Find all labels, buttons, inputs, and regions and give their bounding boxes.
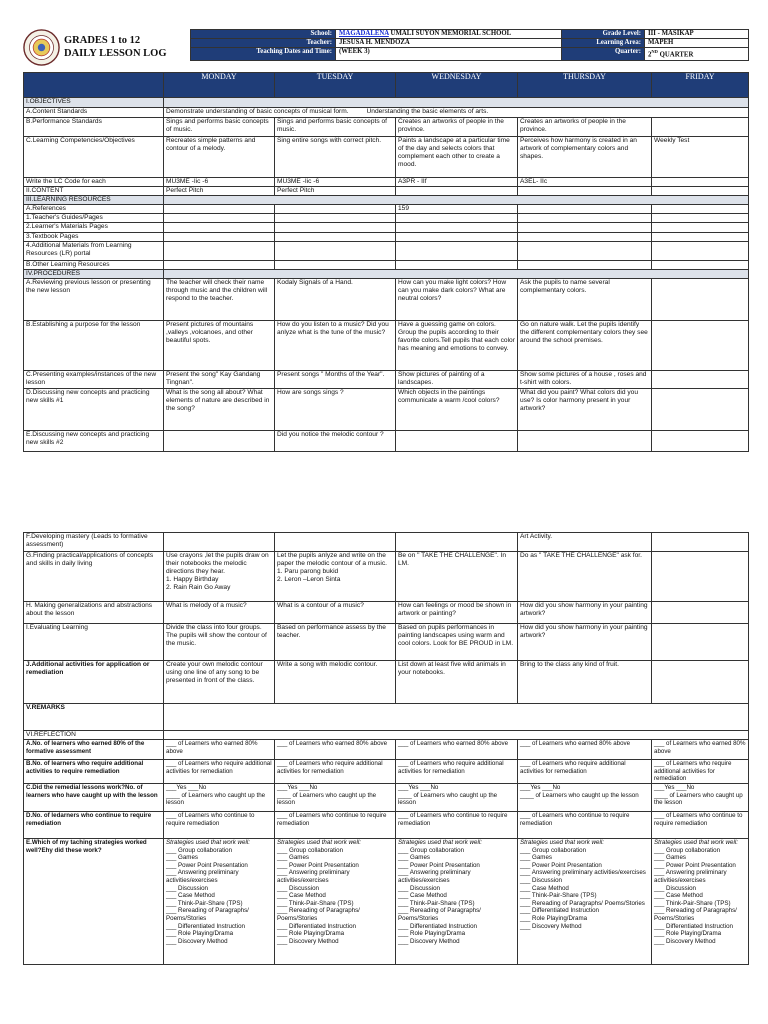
- school-label: School:: [191, 30, 336, 39]
- strategy-item: ___ Discussion: [166, 884, 208, 892]
- cell: [164, 552, 275, 602]
- cell: Show some pictures of a house , roses and t-shirt with colors.: [518, 370, 652, 388]
- row-label-learners-materials: 2.Learner's Materials Pages: [24, 223, 164, 232]
- empty-cell: [518, 232, 652, 241]
- row-label-competencies: C.Learning Competencies/Objectives: [24, 137, 164, 178]
- empty-cell: [164, 704, 749, 731]
- corner-cell: [24, 73, 164, 98]
- empty-cell: [275, 241, 396, 260]
- cell: Be on " TAKE THE CHALLENGE". In LM.: [396, 552, 518, 602]
- mon-practical-item-2: 2. Rain Rain Go Away: [166, 584, 231, 592]
- cell: [652, 388, 749, 430]
- strategy-item: ___ Case Method: [398, 892, 447, 900]
- empty-cell: [164, 223, 275, 232]
- cell: [652, 430, 749, 451]
- caught-up-text: ____ of Learners who caught up the lesson: [520, 791, 639, 799]
- cell: Divide the class into four groups. The pupils will show the contour of the music.: [164, 624, 275, 661]
- empty-cell: [652, 552, 749, 602]
- cell: MU3ME -Iic -6: [275, 178, 396, 187]
- strategy-item: ___ Case Method: [520, 884, 569, 892]
- day-header-monday: MONDAY: [164, 73, 275, 98]
- cell: ___ of Learners who require additional activities for remediation: [275, 760, 396, 784]
- empty-cell: [518, 214, 652, 223]
- row-label-examples: C.Presenting examples/instances of the new lesson: [24, 370, 164, 388]
- title-line-1: GRADES 1 to 12: [64, 35, 141, 46]
- quarter-label: Quarter:: [562, 48, 645, 60]
- empty-cell: [164, 196, 749, 205]
- row-label-purpose: B.Establishing a purpose for the lesson: [24, 320, 164, 370]
- empty-cell: [164, 214, 275, 223]
- cell: ___ of Learners who continue to require remediation: [396, 812, 518, 839]
- cell: What did you paint? What colors did you use? Is color harmony present in your artwork?: [518, 388, 652, 430]
- strategy-item: ___ Think-Pair-Share (TPS): [277, 899, 354, 907]
- strategies-heading: Strategies used that work well:: [277, 839, 361, 847]
- strategy-item: ___ Group collaboration: [520, 846, 587, 854]
- school-value: [336, 30, 562, 39]
- row-label-reflection-c: C.Did the remedial lessons work?No. of learners who have caught up with the lesson: [24, 784, 164, 812]
- empty-cell: [396, 260, 518, 269]
- row-label-reflection-e: E.Which of my taching strategies worked well?Ehy did these work?: [24, 839, 164, 965]
- cell: ___ of Learners who earned 80% above: [164, 740, 275, 760]
- cell: Creates an artworks of people in the province.: [396, 118, 518, 137]
- cell: Creates an artworks of people in the province.: [518, 118, 652, 137]
- empty-cell: [518, 205, 652, 214]
- strategy-item: ___ Power Point Presentation: [166, 861, 248, 869]
- empty-cell: [164, 205, 275, 214]
- empty-cell: [164, 98, 749, 108]
- empty-cell: [652, 241, 749, 260]
- empty-cell: [652, 232, 749, 241]
- row-label-lc-code: Write the LC Code for each: [24, 178, 164, 187]
- yes-no: ___Yes ___No: [398, 784, 439, 792]
- content-standards-music: Demonstrate understanding of basic concepts of musical form.: [166, 108, 349, 115]
- strategies-heading: Strategies used that work well:: [398, 839, 482, 847]
- cell: [652, 278, 749, 320]
- strategy-item: ___ Case Method: [277, 892, 326, 900]
- cell: [518, 430, 652, 451]
- title-line-2: DAILY LESSON LOG: [64, 48, 167, 59]
- day-header-friday: FRIDAY: [652, 73, 749, 98]
- row-label-reflection-a: A.No. of learners who earned 80% of the formative assessment: [24, 740, 164, 760]
- day-header-tuesday: TUESDAY: [275, 73, 396, 98]
- cell: Go on nature walk. Let the pupils identify the different complementary colors they see around the school premises.: [518, 320, 652, 370]
- strategy-item: ___ Rereading of Paragraphs/ Poems/Stories: [166, 907, 249, 923]
- cell: Art Activity.: [518, 533, 652, 552]
- header-info-table: [190, 29, 749, 61]
- school-name-link[interactable]: MAGADALENA: [339, 30, 389, 37]
- day-header-thursday: THURSDAY: [518, 73, 652, 98]
- cell: What is a contour of a music?: [275, 602, 396, 624]
- cell: Kodaly Signals of a Hand.: [275, 278, 396, 320]
- strategy-item: ___ Discussion: [520, 877, 562, 885]
- cell: [652, 784, 749, 812]
- empty-cell: [164, 731, 749, 740]
- strategy-item: ___ Think-Pair-Share (TPS): [398, 899, 475, 907]
- row-label-performance-standards: B.Performance Standards: [24, 118, 164, 137]
- content-standards-value: [164, 108, 749, 118]
- cell: Sings and performs basic concepts of music.: [164, 118, 275, 137]
- cell: How do you listen to a music? Did you anlyze what is the tune of the music?: [275, 320, 396, 370]
- lesson-log-table-1: [23, 72, 748, 452]
- cell: Sings and performs basic concepts of music.: [275, 118, 396, 137]
- row-label-content-standards: A.Content Standards: [24, 108, 164, 118]
- strategy-item: ___ Differentiated Instruction: [398, 922, 477, 930]
- cell: MU3ME -Iic -6: [164, 178, 275, 187]
- empty-cell: [164, 269, 749, 278]
- strategy-item: ___ Discussion: [398, 884, 440, 892]
- strategy-item: ___ Rereading of Paragraphs/ Poems/Stories: [277, 907, 360, 923]
- cell: A3EL- IIc: [518, 178, 652, 187]
- strategy-item: ___ Group collaboration: [654, 846, 721, 854]
- cell: How can feelings or mood be shown in artwork or painting?: [396, 602, 518, 624]
- row-label-review: A.Reviewing previous lesson or presenting the new lesson: [24, 278, 164, 320]
- tue-practical-intro: Let the pupils anlyze and write on the paper the melodic contour of a music.: [277, 552, 387, 568]
- cell: Perfect Pitch: [275, 187, 396, 196]
- cell: What is the song all about? What elements of nature are described in the song?: [164, 388, 275, 430]
- strategy-item: ___ Differentiated Instruction: [277, 922, 356, 930]
- cell: Sing entire songs with correct pitch.: [275, 137, 396, 178]
- yes-no: ___Yes ___No: [520, 784, 561, 792]
- strategy-item: ___ Answering preliminary activities/exercises: [398, 869, 471, 885]
- strategy-item: ___ Discovery Method: [166, 937, 228, 945]
- empty-cell: [275, 260, 396, 269]
- strategy-item: ___ Discovery Method: [277, 937, 339, 945]
- remarks-heading: V.REMARKS: [24, 704, 164, 731]
- cell: [164, 430, 275, 451]
- mon-practical-intro: Use crayons ,let the pupils draw on their notebooks the melodic directions they hear.: [166, 552, 269, 576]
- empty-cell: [396, 223, 518, 232]
- strategy-item: ___ Answering preliminary activities/exercises: [277, 869, 350, 885]
- procedures-heading: IV.PROCEDURES: [24, 269, 164, 278]
- strategy-item: ___ Answering preliminary activities/exercises: [654, 869, 727, 885]
- empty-cell: [164, 232, 275, 241]
- cell: ___ of Learners who require additional activities for remediation: [396, 760, 518, 784]
- strategies-heading: Strategies used that work well:: [654, 839, 738, 847]
- strategy-item: ___ Discussion: [654, 884, 696, 892]
- grade-label: Grade Level:: [562, 30, 645, 39]
- row-label-discuss-1: D.Discussing new concepts and practicing new skills #1: [24, 388, 164, 430]
- strategy-item: ___ Rereading of Paragraphs/ Poems/Stories: [398, 907, 481, 923]
- dates-value: (WEEK 3): [336, 48, 562, 60]
- cell: [396, 430, 518, 451]
- cell: Paints a landscape at a particular time of the day and selects colors that complement each other to create a mood.: [396, 137, 518, 178]
- yes-no: ___Yes ___No: [166, 784, 207, 792]
- cell: ___ of Learners who earned 80% above: [275, 740, 396, 760]
- strategy-item: ___ Group collaboration: [277, 846, 344, 854]
- dates-label: Teaching Dates and Time:: [191, 48, 336, 60]
- row-label-other-resources: B.Other Learning Resources: [24, 260, 164, 269]
- cell: [164, 784, 275, 812]
- cell: [518, 784, 652, 812]
- row-label-reflection-d: D.No. of ledarners who continue to require remediation: [24, 812, 164, 839]
- cell: Do as " TAKE THE CHALLENGE" ask for.: [518, 552, 652, 602]
- cell: Perfect Pitch: [164, 187, 275, 196]
- strategy-item: ___ Group collaboration: [166, 846, 233, 854]
- empty-cell: [652, 661, 749, 704]
- strategies-cell: [275, 839, 396, 965]
- cell: How did you show harmony in your painting artwork?: [518, 602, 652, 624]
- empty-cell: [275, 223, 396, 232]
- cell: ___ of Learners who earned 80% above: [396, 740, 518, 760]
- cell: ___ of Learners who earned 80% above: [652, 740, 749, 760]
- strategies-cell: [164, 839, 275, 965]
- quarter-num: 2: [648, 51, 652, 59]
- empty-cell: [652, 260, 749, 269]
- row-label-practical: G.Finding practical/applications of concepts and skills in daily living: [24, 552, 164, 602]
- cell: ___ of Learners who require additional activities for remediation: [652, 760, 749, 784]
- strategy-item: ___ Games: [398, 854, 430, 862]
- row-label-reflection-b: B.No. of learners who require additional activities to require remediation: [24, 760, 164, 784]
- strategies-heading: Strategies used that work well:: [520, 839, 604, 847]
- cell: Show pictures of painting of a landscapes.: [396, 370, 518, 388]
- cell: ___ of Learners who continue to require remediation: [164, 812, 275, 839]
- lesson-log-table-2: [23, 532, 748, 965]
- cell: Ask the pupils to name several complementary colors.: [518, 278, 652, 320]
- empty-cell: [396, 232, 518, 241]
- strategy-item: ___ Discovery Method: [520, 922, 582, 930]
- cell: ___ of Learners who require additional activities for remediation: [164, 760, 275, 784]
- empty-cell: [275, 205, 396, 214]
- page-header: [23, 29, 748, 68]
- row-label-teachers-guides: 1.Teacher's Guides/Pages: [24, 214, 164, 223]
- empty-cell: [652, 187, 749, 196]
- empty-cell: [518, 187, 652, 196]
- cell: Bring to the class any kind of fruit.: [518, 661, 652, 704]
- strategy-item: ___ Discovery Method: [654, 937, 716, 945]
- cell: 159: [396, 205, 518, 214]
- strategy-item: ___ Discovery Method: [398, 937, 460, 945]
- empty-cell: [275, 232, 396, 241]
- cell: [652, 320, 749, 370]
- strategy-item: ___ Games: [520, 854, 552, 862]
- strategies-cell: [396, 839, 518, 965]
- row-label-content: II.CONTENT: [24, 187, 164, 196]
- row-label-discuss-2: E.Discussing new concepts and practicing new skills #2: [24, 430, 164, 451]
- caught-up-text: ____ of Learners who caught up the lesson: [277, 791, 377, 807]
- document-title: [64, 34, 167, 60]
- area-value: MAPEH: [645, 39, 749, 48]
- row-label-generalize: H. Making generalizations and abstractions about the lesson: [24, 602, 164, 624]
- cell: [275, 784, 396, 812]
- cell: ___ of Learners who continue to require remediation: [518, 812, 652, 839]
- strategy-item: ___ Differentiated Instruction: [520, 907, 599, 915]
- teacher-value: JESUSA H. MENDOZA: [336, 39, 562, 48]
- strategy-item: ___ Discussion: [277, 884, 319, 892]
- strategy-item: ___ Think-Pair-Share (TPS): [654, 899, 731, 907]
- yes-no: ___Yes ___No: [277, 784, 318, 792]
- empty-cell: [275, 533, 396, 552]
- cell: What is melody of a music?: [164, 602, 275, 624]
- cell: [275, 552, 396, 602]
- objectives-heading: I.OBJECTIVES: [24, 98, 164, 108]
- empty-cell: [652, 205, 749, 214]
- cell: Weekly Test: [652, 137, 749, 178]
- resources-heading: III.LEARNING RESOURCES: [24, 196, 164, 205]
- strategy-item: ___ Answering preliminary activities/exercises: [166, 869, 239, 885]
- empty-cell: [396, 533, 518, 552]
- quarter-value: [645, 48, 749, 60]
- strategy-item: ___ Role Playing/Drama: [166, 930, 234, 938]
- cell: Write a song with melodic contour.: [275, 661, 396, 704]
- grade-value: III - MASIKAP: [645, 30, 749, 39]
- cell: Have a guessing game on colors. Group the pupils according to their favorite colors.Tell pupils that each color has meaning and emotions to convey.: [396, 320, 518, 370]
- empty-cell: [518, 241, 652, 260]
- empty-cell: [164, 533, 275, 552]
- strategy-item: ___ Case Method: [654, 892, 703, 900]
- empty-cell: [652, 223, 749, 232]
- strategy-item: ___ Role Playing/Drama: [398, 930, 466, 938]
- row-label-lr-portal: 4.Additional Materials from Learning Resources (LR) portal: [24, 241, 164, 260]
- cell: [396, 784, 518, 812]
- cell: ___ of Learners who continue to require remediation: [652, 812, 749, 839]
- empty-cell: [518, 260, 652, 269]
- strategy-item: ___ Games: [277, 854, 309, 862]
- cell: Present the song" Kay Gandang Tingnan".: [164, 370, 275, 388]
- empty-cell: [164, 241, 275, 260]
- cell: [652, 118, 749, 137]
- cell: ___ of Learners who continue to require remediation: [275, 812, 396, 839]
- strategies-cell: [652, 839, 749, 965]
- caught-up-text: ____ of Learners who caught up the lesson: [398, 791, 498, 807]
- strategy-item: ___ Power Point Presentation: [277, 861, 359, 869]
- strategy-item: ___ Differentiated Instruction: [654, 922, 733, 930]
- tue-practical-item-1: 1. Paru parong bukid: [277, 568, 339, 576]
- content-standards-arts: Understanding the basic elements of arts.: [366, 108, 489, 115]
- empty-cell: [652, 214, 749, 223]
- strategy-item: ___ Rereading of Paragraphs/ Poems/Stories: [654, 907, 737, 923]
- strategy-item: ___ Power Point Presentation: [398, 861, 480, 869]
- cell: A3PR - IIf: [396, 178, 518, 187]
- mon-practical-item-1: 1. Happy Birthday: [166, 576, 219, 584]
- strategy-item: ___ Power Point Presentation: [654, 861, 736, 869]
- empty-cell: [396, 187, 518, 196]
- empty-cell: [518, 223, 652, 232]
- row-label-evaluate: I.Evaluating Learning: [24, 624, 164, 661]
- strategy-item: ___ Role Playing/Drama: [277, 930, 345, 938]
- cell: Perceives how harmony is created in an artwork of complementary colors and shapes.: [518, 137, 652, 178]
- empty-cell: [164, 260, 275, 269]
- cell: [652, 370, 749, 388]
- empty-cell: [396, 214, 518, 223]
- empty-cell: [652, 602, 749, 624]
- cell: How did you show harmony in your painting artwork?: [518, 624, 652, 661]
- strategy-item: ___ Role Playing/Drama: [520, 915, 588, 923]
- yes-no: ___Yes ___No: [654, 784, 695, 792]
- strategy-item: ___ Group collaboration: [398, 846, 465, 854]
- tue-practical-item-2: 2. Leron –Leron Sinta: [277, 576, 341, 584]
- strategy-item: ___ Think-Pair-Share (TPS): [520, 892, 597, 900]
- cell: How can you make light colors? How can you make dark colors? What are neutral colors?: [396, 278, 518, 320]
- quarter-sup: ND: [651, 49, 658, 55]
- cell: [652, 178, 749, 187]
- quarter-rest: QUARTER: [657, 51, 694, 59]
- strategy-item: ___ Case Method: [166, 892, 215, 900]
- strategy-item: ___ Rereading of Paragraphs/ Poems/Stories: [520, 899, 645, 907]
- strategy-item: ___ Games: [654, 854, 686, 862]
- strategies-cell: [518, 839, 652, 965]
- school-name-rest: UMALI SUYON MEMORIAL SCHOOL: [388, 30, 512, 37]
- cell: List down at least five wild animals in your notebooks.: [396, 661, 518, 704]
- cell: Present songs " Months of the Year".: [275, 370, 396, 388]
- cell: Present pictures of mountains ,valleys ,volcanoes, and other beautiful spots.: [164, 320, 275, 370]
- empty-cell: [275, 214, 396, 223]
- cell: Did you notice the melodic contour ?: [275, 430, 396, 451]
- cell: ___ of Learners who require additional activities for remediation: [518, 760, 652, 784]
- cell: Create your own melodic contour using one line of any song to be presented in front of the class.: [164, 661, 275, 704]
- day-header-wednesday: WEDNESDAY: [396, 73, 518, 98]
- strategy-item: ___ Games: [166, 854, 198, 862]
- cell: ___ of Learners who earned 80% above: [518, 740, 652, 760]
- deped-seal-logo: [23, 29, 60, 66]
- empty-cell: [396, 241, 518, 260]
- empty-cell: [652, 533, 749, 552]
- empty-cell: [652, 624, 749, 661]
- row-label-textbook-pages: 3.Textbook Pages: [24, 232, 164, 241]
- cell: Based on performance assess by the teacher.: [275, 624, 396, 661]
- strategy-item: ___ Think-Pair-Share (TPS): [166, 899, 243, 907]
- row-label-mastery: F.Developing mastery (Leads to formative assessment): [24, 533, 164, 552]
- cell: How are songs sings ?: [275, 388, 396, 430]
- row-label-references: A.References: [24, 205, 164, 214]
- strategy-item: ___ Role Playing/Drama: [654, 930, 722, 938]
- teacher-label: Teacher:: [191, 39, 336, 48]
- cell: Which objects in the paintings communicate a warm /cool colors?: [396, 388, 518, 430]
- cell: Recreates simple patterns and contour of a melody.: [164, 137, 275, 178]
- reflection-heading: VI.REFLECTION: [24, 731, 164, 740]
- strategy-item: ___ Answering preliminary activities/exercises: [520, 869, 646, 877]
- cell: Based on pupils performances in painting landscapes using warm and cool colors. Look for BE PROUD in LM.: [396, 624, 518, 661]
- strategy-item: ___ Power Point Presentation: [520, 861, 602, 869]
- caught-up-text: ____ of Learners who caught up the lesson: [654, 791, 743, 807]
- cell: The teacher will check their name through music and the children will respond to the teacher.: [164, 278, 275, 320]
- area-label: Learning Area:: [562, 39, 645, 48]
- caught-up-text: ____ of Learners who caught up the lesson: [166, 791, 266, 807]
- strategies-heading: Strategies used that work well:: [166, 839, 250, 847]
- row-label-additional: J.Additional activities for application or remediation: [24, 661, 164, 704]
- strategy-item: ___ Differentiated Instruction: [166, 922, 245, 930]
